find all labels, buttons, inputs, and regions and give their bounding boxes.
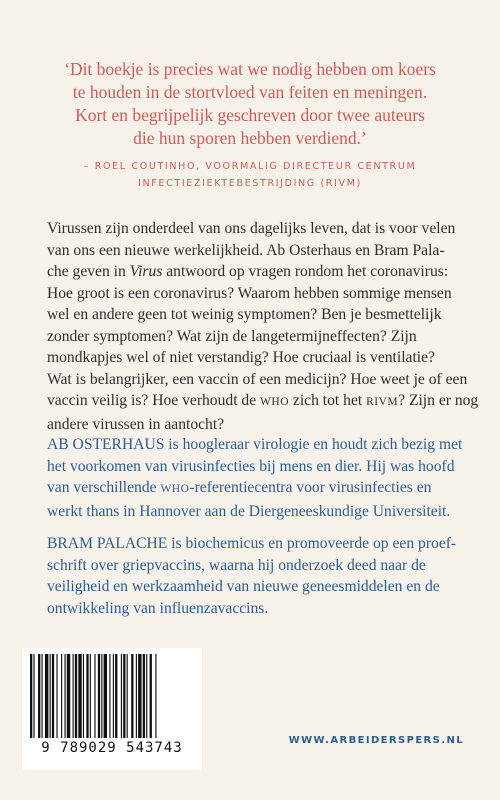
blurb-line: zonder symptomen? Wat zijn de langetermijneffecten? Zijn	[47, 327, 417, 345]
attribution-line: – ROEL COUTINHO, VOORMALIG DIRECTEUR CENTRUM	[83, 161, 417, 172]
barcode-bar	[121, 654, 122, 738]
barcode-bar	[155, 654, 156, 738]
blurb-line: Virussen zijn onderdeel van ons dagelijks leven, dat is voor velen	[47, 220, 456, 237]
bio-text: -referentiecentra voor virusinfecties en	[189, 479, 432, 496]
isbn-number: 9 789029 543743	[41, 740, 183, 756]
barcode-bars	[30, 654, 194, 738]
barcode-bar	[56, 654, 57, 738]
bio-line: veiligheid en werkzaamheid van nieuwe geneesmiddelen en de	[47, 578, 440, 595]
barcode-bar	[123, 654, 125, 738]
acronym-who: WHO	[160, 483, 190, 495]
blurb-line: wel en andere geen tot weinig symptomen? Ben je besmettelijk	[47, 306, 442, 323]
barcode	[22, 648, 202, 770]
barcode-bar	[65, 654, 66, 738]
barcode-bar	[78, 654, 81, 738]
blurb-line: van ons een nieuwe werkelijkheid. Ab Osterhaus en Bram Pala-	[47, 241, 445, 259]
blurb-text: antwoord op vragen rondom het coronavirus:	[162, 263, 449, 280]
author-bio-osterhaus	[47, 434, 467, 522]
barcode-bar	[33, 654, 34, 738]
barcode-bar	[138, 654, 141, 738]
barcode-bar	[94, 654, 95, 738]
barcode-bar	[67, 654, 70, 738]
blurb-text: vaccin veilig is? Hoe verhoudt de	[47, 392, 261, 409]
blurb-line: mondkapjes wel of niet verstandig? Hoe cruciaal is ventilatie?	[47, 349, 435, 366]
barcode-bar	[61, 654, 62, 738]
acronym-who: WHO	[260, 396, 290, 408]
barcode-bar	[73, 654, 74, 738]
barcode-bar	[131, 654, 133, 738]
barcode-bar	[50, 654, 51, 738]
blurb-line: Wat is belangrijker, een vaccin of een medicijn? Hoe weet je of een	[47, 370, 468, 388]
author-name: BRAM PALACHE	[47, 535, 168, 552]
publisher-website[interactable]: WWW.ARBEIDERSPERS.NL	[288, 735, 464, 746]
barcode-bar	[90, 654, 91, 738]
barcode-bar	[52, 654, 54, 738]
barcode-bar	[45, 654, 48, 738]
quote-line: die hun sporen hebben verdiend.’	[133, 128, 367, 148]
barcode-bar	[104, 654, 107, 738]
quote-attribution	[40, 158, 460, 192]
blurb-line: Hoe groot is een coronavirus? Waarom hebben sommige mensen	[47, 284, 452, 302]
barcode-bar	[127, 654, 128, 738]
blurb-line: andere virussen in aantocht?	[47, 415, 225, 433]
blurb-text: zich tot het	[289, 392, 367, 409]
bio-text: is hoogleraar virologie en houdt zich bezig met	[164, 436, 463, 453]
acronym-rivm: RIVM	[366, 396, 399, 408]
quote-line: ‘Dit boekje is precies wat we nodig hebben om koers	[64, 59, 436, 79]
barcode-bar	[146, 654, 147, 738]
blurb-line	[47, 390, 479, 414]
blurb-text: ? Zijn er nog	[398, 392, 479, 409]
barcode-bar	[150, 654, 152, 738]
book-blurb	[47, 218, 479, 435]
barcode-bar	[109, 654, 110, 738]
barcode-bar	[75, 654, 77, 738]
bio-line	[47, 477, 467, 501]
blurb-text: che geven in	[47, 263, 130, 280]
author-name: AB OSTERHAUS	[47, 436, 165, 453]
quote-line: te houden in de stortvloed van feiten en meningen.	[72, 82, 428, 102]
barcode-bar	[136, 654, 137, 738]
book-title: Virus	[129, 263, 163, 280]
barcode-bar	[83, 654, 84, 738]
barcode-bar	[38, 654, 40, 738]
barcode-bar	[98, 654, 100, 738]
barcode-bar	[86, 654, 88, 738]
bio-text: is biochemicus en promoveerde op een proef-	[167, 535, 457, 552]
barcode-bar	[113, 654, 114, 738]
attribution-line: INFECTIEZIEKTEBESTRIJDING (RIVM)	[138, 178, 362, 189]
blurb-line	[47, 261, 467, 283]
endorsement-quote	[40, 58, 460, 150]
barcode-bar	[115, 654, 117, 738]
bio-line: het voorkomen van virusinfecties bij mens en dier. Hij was hoofd	[47, 457, 455, 475]
quote-line: Kort en begrijpelijk geschreven door twee auteurs	[75, 105, 425, 125]
bio-text: van verschillende	[47, 479, 161, 496]
barcode-bar	[143, 654, 145, 738]
bio-line	[47, 434, 467, 456]
bio-line: schrift over griepvaccins, waarna hij onderzoek deed naar de	[47, 556, 426, 574]
bio-line	[47, 533, 467, 555]
barcode-bar	[30, 654, 32, 738]
barcode-bar	[101, 654, 102, 738]
barcode-bar	[42, 654, 43, 738]
author-bio-palache	[47, 533, 467, 619]
bio-line: werkt thans in Hannover aan de Diergeneeskundige Universiteit.	[47, 502, 451, 520]
bio-line: ontwikkeling van influenzavaccins.	[47, 599, 269, 617]
